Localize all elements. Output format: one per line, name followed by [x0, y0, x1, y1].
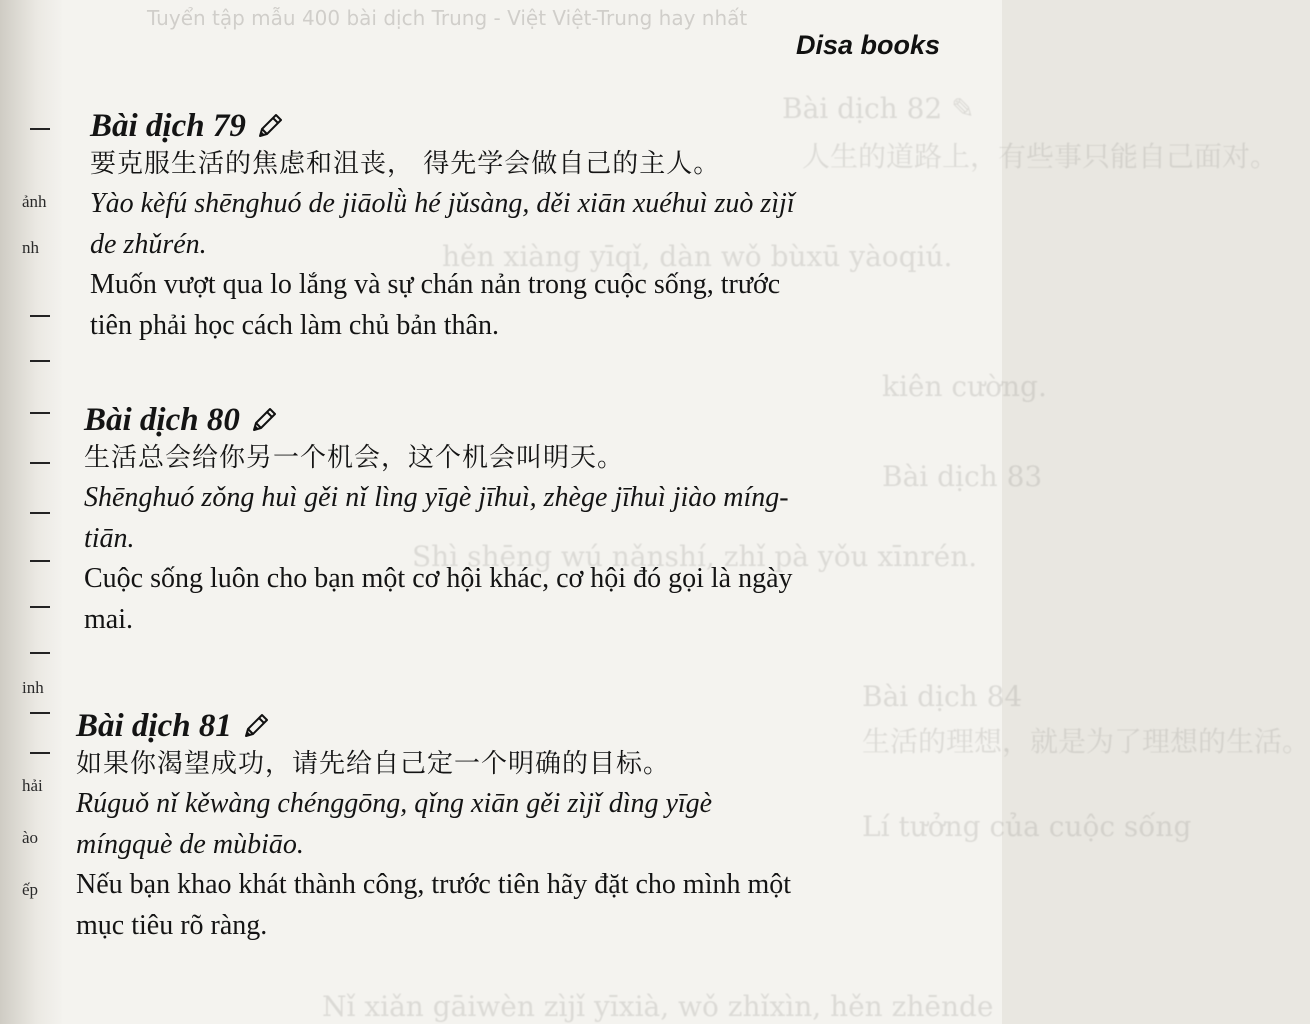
- lesson-title-row: [90, 108, 795, 144]
- chinese-sentence: 如果你渴望成功，请先给自己定一个明确的目标。: [76, 749, 671, 780]
- pencil-icon: [256, 112, 284, 140]
- spine-rule: [30, 560, 50, 562]
- pinyin-line: Shēnghuó zǒng huì gěi nǐ lìng yīgè jīhuì, zhège jīhuì jiào míng-: [84, 481, 789, 513]
- show-through-text: Bài dịch 84: [862, 680, 1023, 713]
- spine-rule: [30, 712, 50, 714]
- spine-rule: [30, 315, 50, 317]
- spine-text-fragment: inh: [22, 678, 44, 697]
- spine-text-fragment: ếp: [22, 880, 39, 899]
- pencil-icon: [242, 712, 270, 740]
- spine-rule: [30, 462, 50, 464]
- publisher-brand: Disa books: [795, 30, 940, 60]
- show-through-text: Lí tưởng của cuộc sống: [862, 810, 1192, 843]
- lesson-title-row: [76, 708, 791, 744]
- pencil-icon: [250, 406, 278, 434]
- pinyin-line: míngquè de mùbiāo.: [76, 828, 304, 860]
- show-through-text: hěn xiàng yīqǐ, dàn wǒ bùxū yàoqiú.: [442, 240, 953, 273]
- spine-rule: [30, 360, 50, 362]
- lesson-title: Bài dịch 79: [90, 108, 246, 144]
- chinese-sentence: 要克服生活的焦虑和沮丧， 得先学会做自己的主人。: [90, 149, 721, 180]
- chinese-sentence: 生活总会给你另一个机会，这个机会叫明天。: [84, 443, 625, 474]
- vietnamese-translation-line: mai.: [84, 603, 133, 635]
- vietnamese-translation-line: Nếu bạn khao khát thành công, trước tiên hãy đặt cho mình một: [76, 869, 792, 901]
- spine-rule: [30, 412, 50, 414]
- lesson-title: Bài dịch 81: [76, 708, 232, 744]
- spine-text-fragment: nh: [22, 238, 39, 257]
- show-through-text: 人生的道路上，有些事只能自己面对。: [802, 140, 1279, 173]
- spine-text-fragment: ào: [22, 828, 39, 847]
- spine-rule: [30, 752, 50, 754]
- show-through-text: Bài dịch 82 ✎: [782, 92, 975, 125]
- show-through-text: Bài dịch 83: [882, 460, 1043, 493]
- pinyin-line: tiān.: [84, 522, 135, 554]
- lesson-block-80: [84, 402, 793, 640]
- show-through-text: kiên cường.: [882, 370, 1047, 403]
- lesson-title: Bài dịch 80: [84, 402, 240, 438]
- spine-rule: [30, 652, 50, 654]
- show-through-text: 生活的理想，就是为了理想的生活。: [862, 725, 1310, 758]
- show-through-header: Tuyển tập mẫu 400 bài dịch Trung - Việt Việt-Trung hay nhất: [147, 6, 748, 30]
- spine-text-fragment: ảnh: [22, 192, 47, 211]
- vietnamese-translation-line: tiên phải học cách làm chủ bản thân.: [90, 309, 499, 341]
- vietnamese-translation-line: Muốn vượt qua lo lắng và sự chán nản trong cuộc sống, trước: [90, 269, 781, 301]
- pinyin-line: Rúguǒ nǐ kěwàng chénggōng, qǐng xiān gěi zìjǐ dìng yīgè: [76, 787, 713, 819]
- vietnamese-translation-line: mục tiêu rõ ràng.: [76, 909, 268, 941]
- pinyin-line: de zhǔrén.: [90, 228, 207, 260]
- spine-text-fragment: hải: [22, 776, 43, 795]
- lesson-block-79: [90, 108, 795, 346]
- show-through-text: Shì shēng wú nǎnshí, zhǐ pà yǒu xīnrén.: [412, 540, 978, 573]
- lesson-title-row: [84, 402, 793, 438]
- show-through-text: Nǐ xiǎn gāiwèn zìjǐ yīxià, wǒ zhǐxìn, hěn zhēnde: [322, 990, 994, 1023]
- spine-rule: [30, 606, 50, 608]
- spine-rule: [30, 128, 50, 130]
- lesson-block-81: [76, 708, 791, 946]
- spine-rule: [30, 512, 50, 514]
- book-page: [62, 0, 1310, 1024]
- book-spine-margin: [0, 0, 63, 1024]
- pinyin-line: Yào kèfú shēnghuó de jiāolǜ hé jǔsàng, děi xiān xuéhuì zuò zìjǐ: [90, 187, 795, 219]
- vietnamese-translation-line: Cuộc sống luôn cho bạn một cơ hội khác, cơ hội đó gọi là ngày: [84, 563, 793, 595]
